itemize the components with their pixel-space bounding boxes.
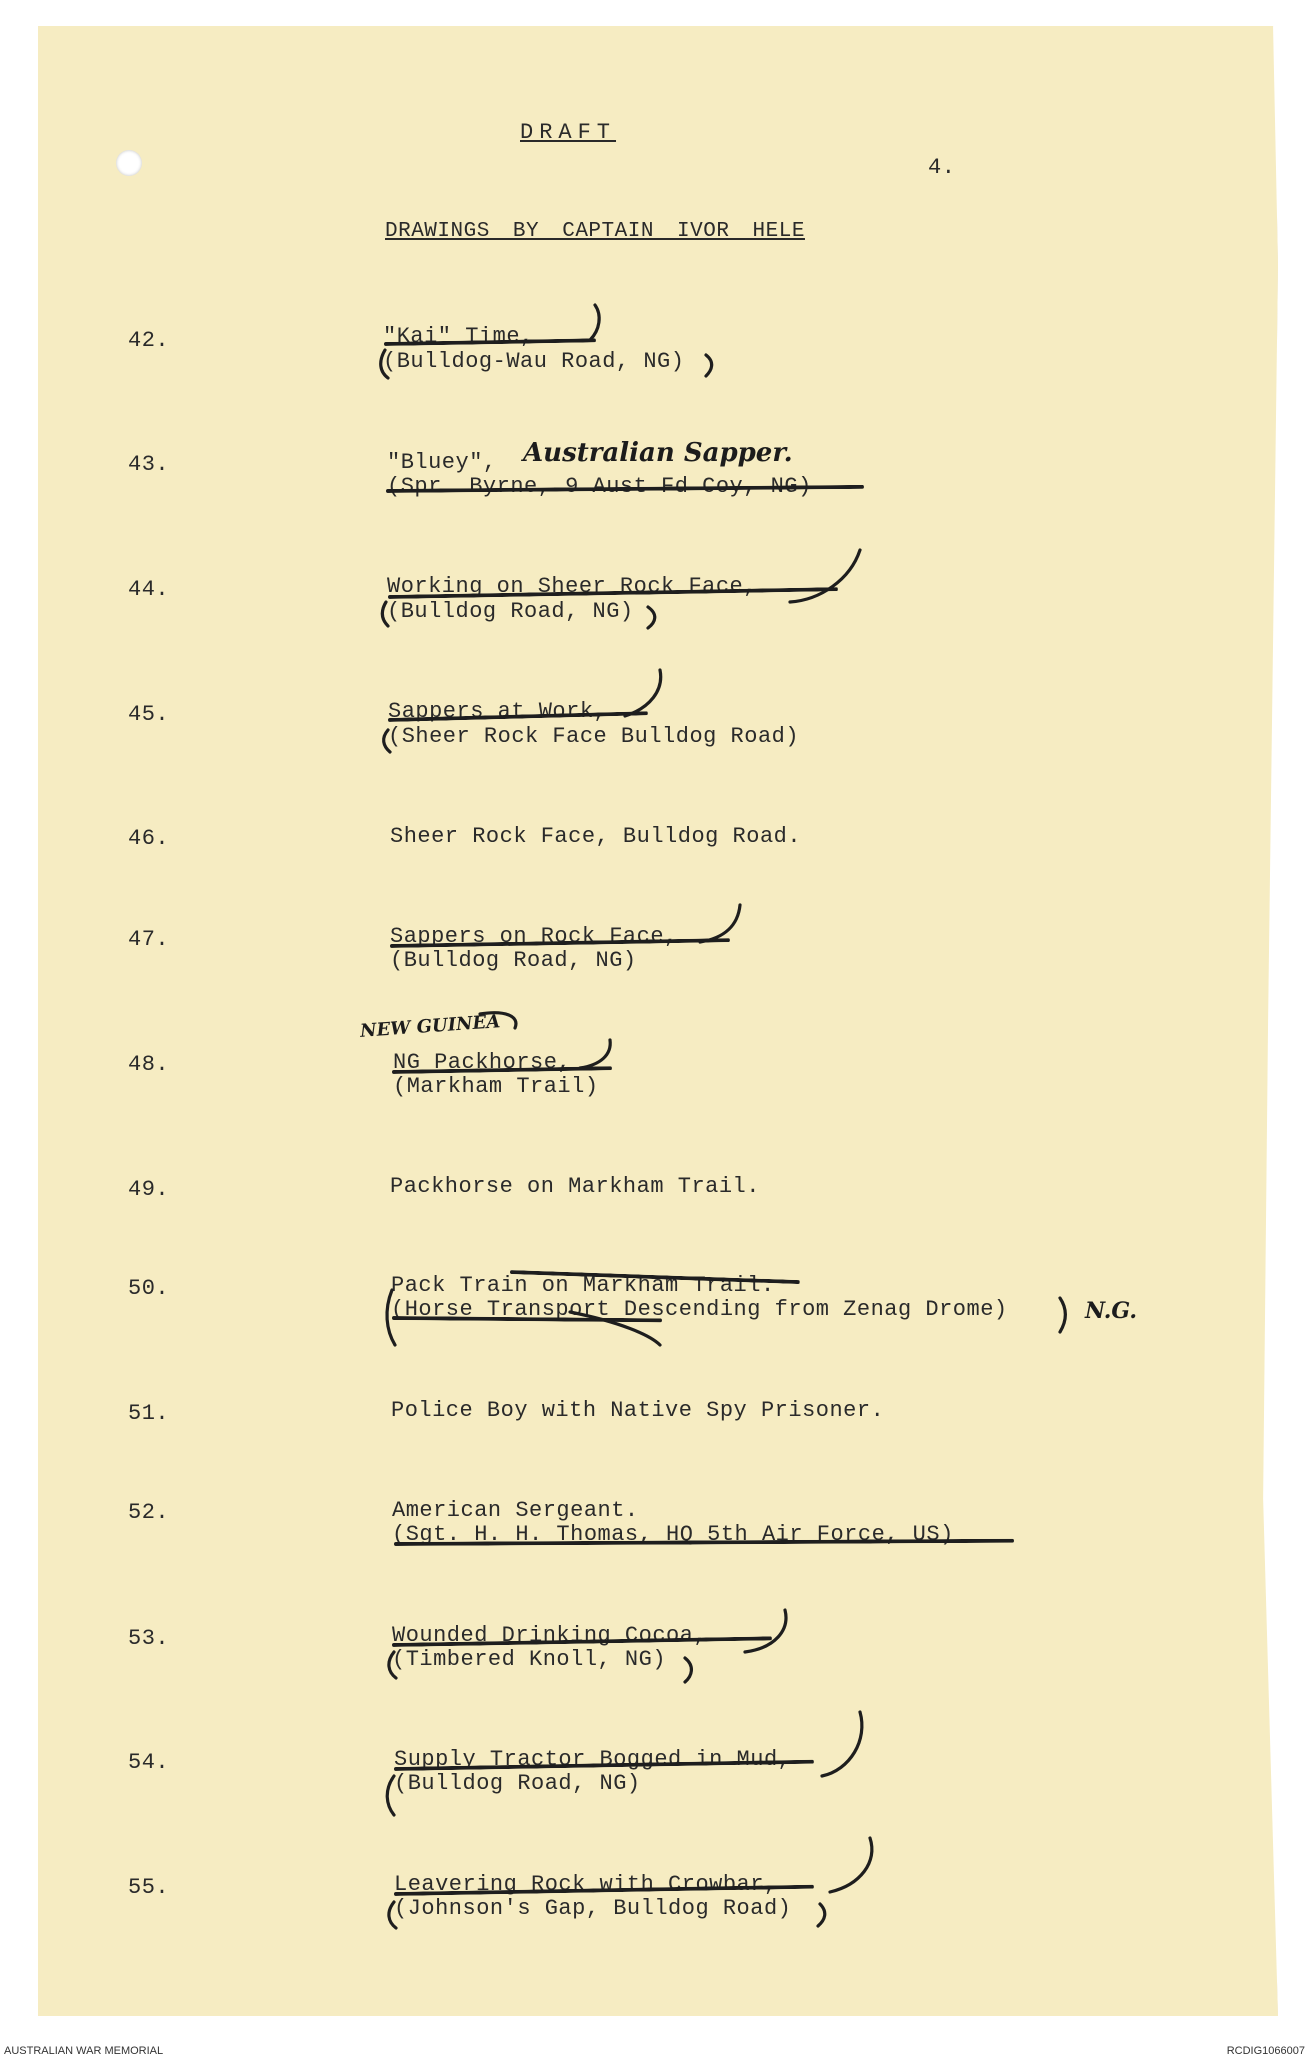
- entry-number: 44.: [128, 577, 170, 602]
- entry-location: (Bulldog-Wau Road, NG): [383, 349, 685, 374]
- entry-number: 49.: [128, 1177, 170, 1202]
- entry-number: 48.: [128, 1052, 170, 1077]
- entry-number: 46.: [128, 826, 170, 851]
- entry-number: 55.: [128, 1875, 170, 1900]
- entry-location: (Sheer Rock Face Bulldog Road): [388, 724, 800, 749]
- entry-number: 42.: [128, 328, 170, 353]
- entry-title: NG Packhorse,: [393, 1050, 572, 1075]
- entry-title: "Bluey",: [387, 450, 497, 475]
- entry-location: (Spr. Byrne, 9 Aust Fd Coy, NG): [387, 474, 812, 499]
- entry-number: 45.: [128, 702, 170, 727]
- entry-number: 51.: [128, 1401, 170, 1426]
- entry-title: American Sergeant.: [392, 1498, 639, 1523]
- footer-source: AUSTRALIAN WAR MEMORIAL: [4, 2045, 164, 2057]
- entry-title: Packhorse on Markham Trail.: [390, 1174, 760, 1199]
- entry-number: 43.: [128, 452, 170, 477]
- entry-location: (Bulldog Road, NG): [387, 599, 634, 624]
- entry-title: Leavering Rock with Crowbar,: [394, 1872, 778, 1897]
- entry-title: Supply Tractor Bogged in Mud,: [394, 1747, 792, 1772]
- entry-title: "Kai" Time,: [383, 324, 534, 349]
- handwritten-annotation: NEW GUINEA: [359, 1011, 501, 1042]
- entry-title: Working on Sheer Rock Face,: [387, 574, 757, 599]
- entry-title: Wounded Drinking Cocoa,: [392, 1623, 708, 1648]
- entry-location: (Horse Transport Descending from Zenag Drome): [391, 1297, 1008, 1322]
- page-number: 4.: [928, 155, 956, 180]
- entry-number: 53.: [128, 1626, 170, 1651]
- handwritten-annotation: Australian Sapper.: [523, 438, 793, 468]
- entry-location: (Timbered Knoll, NG): [392, 1647, 667, 1672]
- entry-title: Sappers at Work,: [388, 699, 608, 724]
- entry-title: Police Boy with Native Spy Prisoner.: [391, 1398, 885, 1423]
- entry-title: Sheer Rock Face, Bulldog Road.: [390, 824, 802, 849]
- entry-number: 47.: [128, 927, 170, 952]
- entry-location: (Bulldog Road, NG): [390, 948, 637, 973]
- punch-hole: [116, 150, 142, 176]
- entry-location: (Markham Trail): [393, 1074, 599, 1099]
- handwritten-annotation: N.G.: [1085, 1298, 1138, 1324]
- entry-location: (Sgt. H. H. Thomas, HQ 5th Air Force, US): [392, 1522, 954, 1547]
- entry-location: (Johnson's Gap, Bulldog Road): [394, 1896, 792, 1921]
- entry-title: Sappers on Rock Face,: [390, 924, 678, 949]
- entry-number: 52.: [128, 1500, 170, 1525]
- document-subtitle: DRAWINGS BY CAPTAIN IVOR HELE: [385, 220, 805, 243]
- footer-identifier: RCDIG1066007: [1226, 2045, 1305, 2057]
- page-heading: DRAFT: [520, 120, 617, 145]
- document-page: [38, 26, 1278, 2016]
- entry-number: 54.: [128, 1750, 170, 1775]
- entry-number: 50.: [128, 1276, 170, 1301]
- entry-title: Pack Train on Markham Trail.: [391, 1273, 775, 1298]
- entry-location: (Bulldog Road, NG): [394, 1771, 641, 1796]
